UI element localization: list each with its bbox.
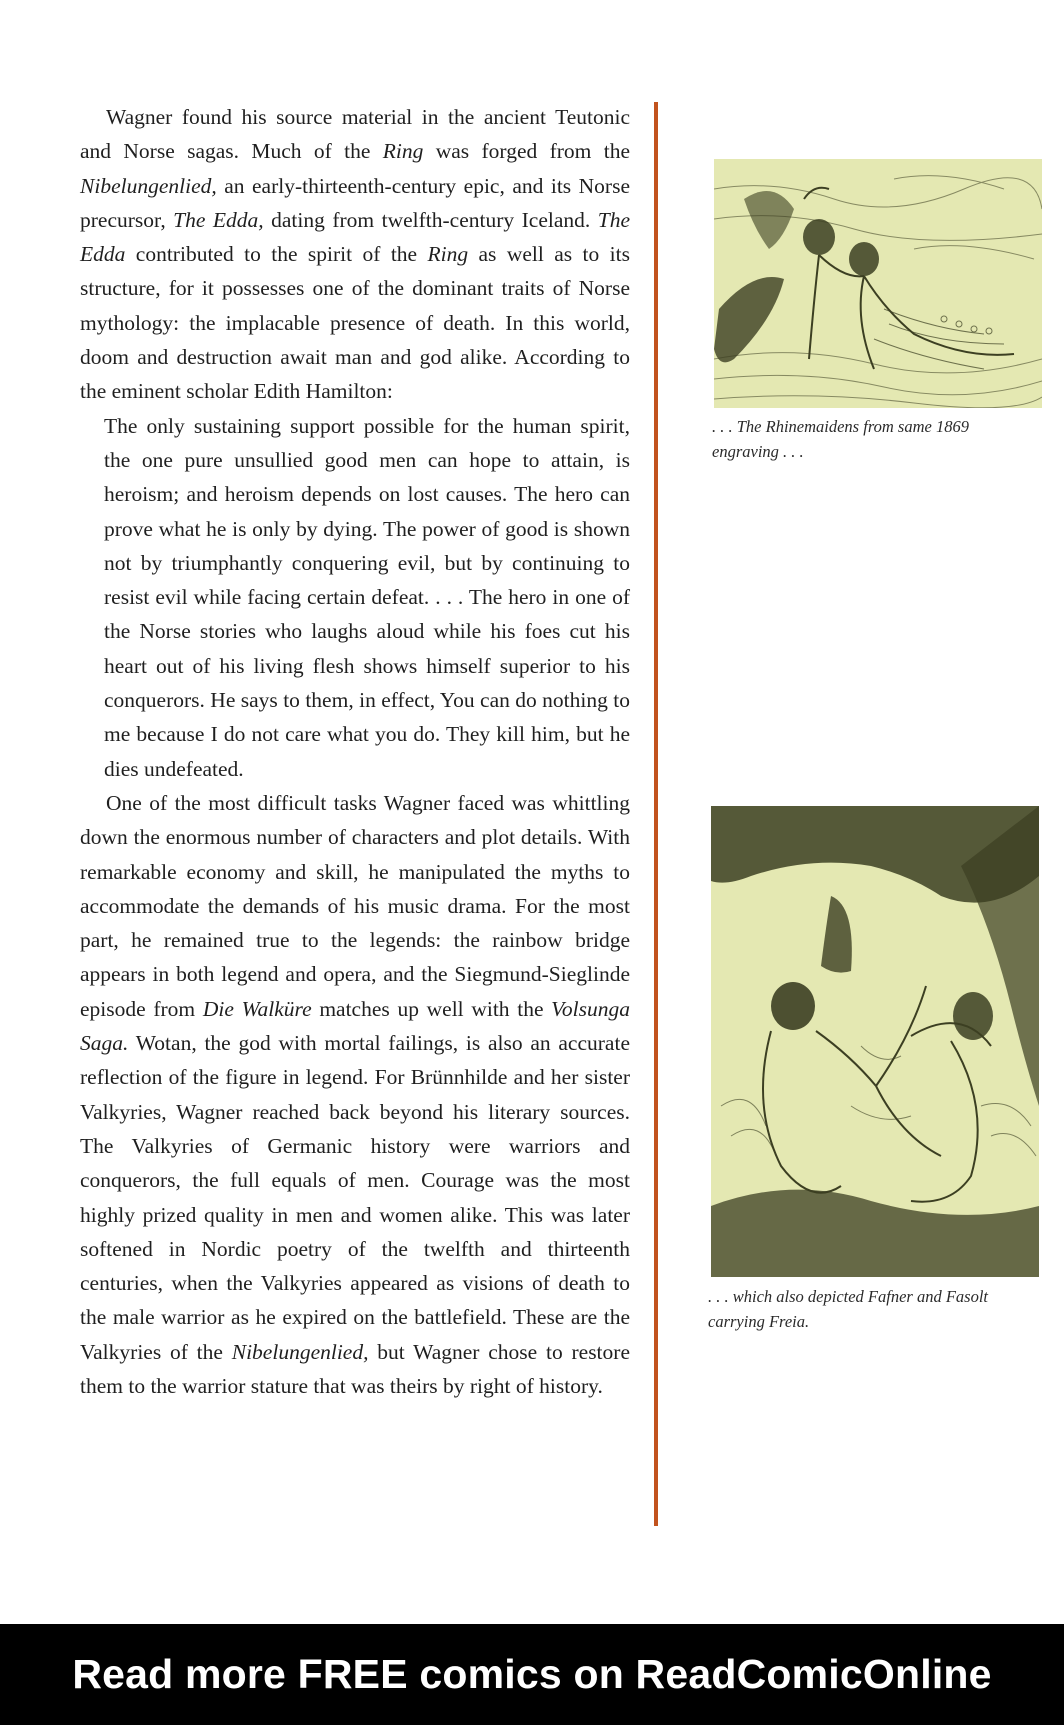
paragraph-sources: Wagner found his source material in the ancient Teutonic and Norse sagas. Much of the Ring was forged from the Nibelungenlied, an early-thirteenth-century epic, and its Norse precursor, The Edda, dating from twelfth-century Iceland. The Edda contributed to the spirit of the Ring as well as to its structure, for it possesses one of the dominant traits of Norse mythology: the implacable presence of death. In this world, doom and destruction await man and god alike. According to the eminent scholar Edith Hamilton: <box>80 105 631 404</box>
fafner-fasolt-engraving <box>711 806 1039 1277</box>
paragraph-adaptation: One of the most difficult tasks Wagner faced was whittling down the enormous number of characters and plot details. With remarkable economy and skill, he manipulated the myths to accommodate the demands of his music drama. For the most part, he remained true to the legends: the rainbow bridge appears in both legend and opera, and the Siegmund-Sieglinde episode from Die Walküre matches up well with the Volsunga Saga. Wotan, the god with mortal failings, is also an accurate reflection of the figure in legend. For Brünnhilde and her sister Valkyries, Wagner reached back beyond his literary sources. The Valkyries of Germanic history were warriors and conquerors, the full equals of men. Courage was the most highly prized quality in men and women alike. This was later softened in Nordic poetry of the twelfth and thirteenth centuries, when the Valkyries appeared as visions of death to the male warrior as he expired on the battlefield. These are the Valkyries of the Nibelungenlied, but Wagner chose to restore them to the warrior stature that was theirs by right of history. <box>80 790 631 1398</box>
caption-rhinemaidens: . . . The Rhinemaidens from same 1869 engraving . . . <box>712 417 969 461</box>
rhinemaidens-engraving-art <box>714 159 1042 408</box>
hamilton-quote: The only sustaining support possible for the human spirit, the one pure unsullied good men can hope to attain, is heroism; and heroism depends on lost causes. The hero can prove what he is only by dying. The power of good is shown not by triumphantly conquering evil, but by continuing to resist evil while facing certain defeat. . . . The hero in one of the Norse stories who laughs aloud while his foes cut his heart out of his living flesh shows himself superior to his conquerors. He says to them, in effect, You can do nothing to me because I do not care what you do. They kill him, but he dies undefeated. <box>104 413 630 781</box>
main-text-column <box>80 100 630 1403</box>
column-divider-rule <box>654 102 658 1526</box>
promo-banner-text[interactable]: Read more FREE comics on ReadComicOnline <box>72 1651 992 1697</box>
fafner-fasolt-engraving-art <box>711 806 1039 1277</box>
promo-banner[interactable] <box>0 1624 1064 1725</box>
rhinemaidens-engraving <box>714 159 1042 408</box>
caption-fafner-fasolt: . . . which also depicted Fafner and Fasolt carrying Freia. <box>708 1287 989 1331</box>
